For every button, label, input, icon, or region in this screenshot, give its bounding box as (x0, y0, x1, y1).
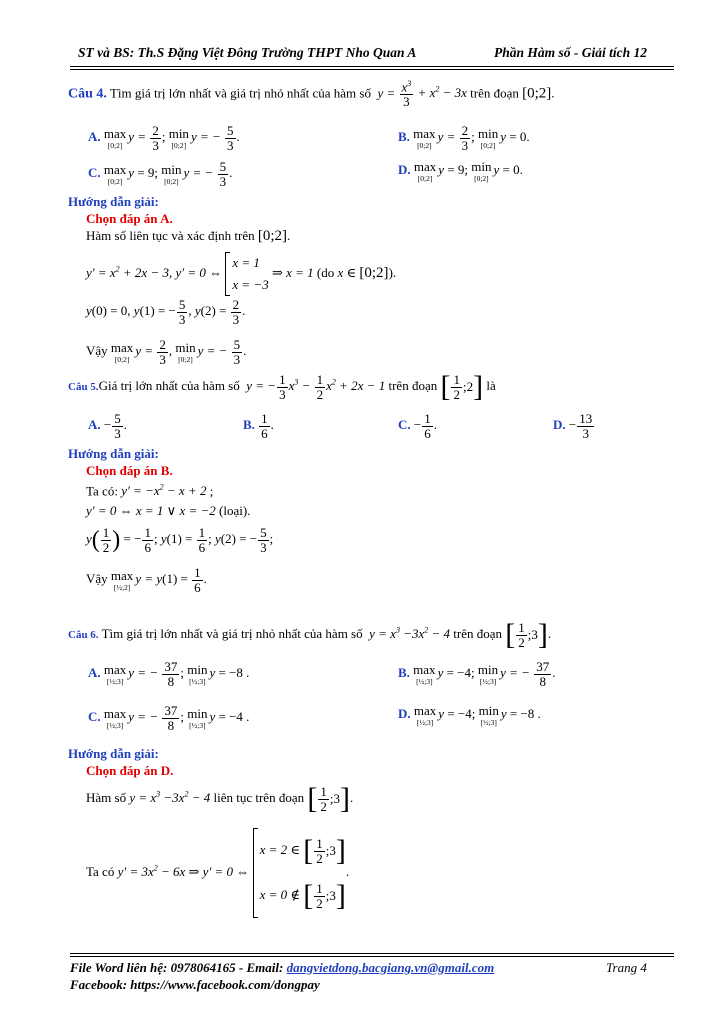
q6-label: Câu 6. (68, 628, 99, 641)
question-6: Câu 6. Tìm giá trị lớn nhất và giá trị nhỏ nhất của hàm số $y = x^3 -3x^2 - 4$ trên đoạn [ $\frac{1}{2}$ ;3 ] . (68, 618, 552, 651)
footer-rule (70, 953, 674, 954)
q4-option-d: D. max [0;2] y = 9; min [0;2] y = 0. (398, 159, 523, 183)
q6-option-a: A. max [½;3] y = − $\frac{37}{8}$ ; min [½;3] y = −8 . (88, 659, 250, 689)
footer-contact: File Word liên hệ: 0978064165 - Email: dangvietdong.bacgiang.vn@gmail.com (70, 960, 495, 975)
q5-conclusion: Vậy max [½;2] y = y(1) = $\frac{1}{6}$ . (86, 565, 207, 595)
q4-text: Tìm giá trị lớn nhất và giá trị nhỏ nhất của hàm số (109, 85, 371, 101)
q5-option-b: B. $\frac{1}{6}$ . (243, 411, 274, 441)
q5-answer: Chọn đáp án B. (86, 463, 173, 478)
q6-text: Tìm giá trị lớn nhất và giá trị nhỏ nhất của hàm số (101, 625, 363, 641)
q6-answer: Chọn đáp án D. (86, 763, 174, 778)
q5-line3: y ( $\frac{1}{2}$ ) = − $\frac{1}{6}$ ; y(1) = $\frac{1}{6}$ ; y(2) = − $\frac{5}{3}$ ; (86, 525, 274, 555)
footer-facebook: Facebook: https://www.facebook.com/dongpay (70, 977, 320, 992)
q4-option-b: B. max [0;2] y = $\frac{2}{3}$ ; min [0;2] y = 0. (398, 123, 530, 153)
q5-interval-text: trên đoạn (388, 377, 438, 393)
q6-interval-text: trên đoạn (453, 625, 502, 641)
q4-answer: Chọn đáp án A. (86, 211, 173, 226)
footer-rule-2 (70, 956, 674, 957)
question-4: Câu 4. Tìm giá trị lớn nhất và giá trị nhỏ nhất của hàm số y = $\frac{x^3}{3}$ + $x^2 - 3x$ trên đoạn [0;2]. (68, 79, 555, 109)
q4-interval: [0;2] (522, 85, 552, 102)
q5-line1: Ta có: $y' = -x^2 - x + 2$ ; (86, 483, 214, 499)
q6-option-c: C. max [½;3] y = − $\frac{37}{8}$ ; min [½;3] y = −4 . (88, 703, 250, 733)
q4-line3: y(0) = 0, y(1) = − $\frac{5}{3}$ , y(2) = $\frac{2}{3}$ . (86, 297, 246, 327)
q6-solution-heading: Hướng dẫn giải: (68, 746, 159, 761)
page-number: Trang 4 (606, 960, 647, 975)
q4-option-c: C. max [0;2] y = 9; min [0;2] y = − $\frac{5}{3}$ . (88, 159, 233, 189)
q5-text: Giá trị lớn nhất của hàm số (98, 377, 240, 393)
q6-line2: Ta có $y' = 3x^2 - 6x$ ⇒ y′ = 0 ⇔ x = 2 ∈ [ $\frac{1}{2}$ ;3 ] x = 0 ∉ [ $\frac{1}{2}$ ;3 ] . (86, 828, 349, 918)
q4-line1: Hàm số liên tục và xác định trên [0;2]. (86, 228, 291, 244)
q4-option-a: A. max [0;2] y = $\frac{2}{3}$ ; min [0;2] y = − $\frac{5}{3}$ . (88, 123, 240, 153)
q5-tail: là (486, 377, 496, 393)
q6-option-d: D. max [½;3] y = −4; min [½;3] y = −8 . (398, 703, 541, 727)
header-right: Phần Hàm số - Giải tích 12 (494, 45, 648, 60)
q4-line2: $y' = x^2 + 2x - 3$, y′ = 0 ⇔ x = 1 x = −3 ⇒ x = 1 (do x ∈ [0;2]). (86, 252, 396, 296)
q5-option-d: D. − $\frac{13}{3}$ (553, 411, 593, 441)
email-link[interactable]: dangvietdong.bacgiang.vn@gmail.com (286, 960, 495, 975)
q6-option-b: B. max [½;3] y = −4; min [½;3] y = − $\frac{37}{8}$ . (398, 659, 556, 689)
q5-solution-heading: Hướng dẫn giải: (68, 446, 159, 461)
header-rule (70, 66, 674, 67)
q4-conclusion: Vậy max [0;2] y = $\frac{2}{3}$ , min [0;2] y = − $\frac{5}{3}$ . (86, 337, 247, 367)
q4-label: Câu 4. (68, 86, 107, 102)
question-5: Câu 5.Giá trị lớn nhất của hàm số y = − $\frac{1}{3}$ $x^3$ − $\frac{1}{2}$ $x^2 + 2x - 1$ trên đoạn [ $\frac{1}{2}$ ;2 ] là (68, 370, 496, 403)
q5-line2: y′ = 0 ⇔ x = 1 ∨ x = −2 (loại). (86, 503, 251, 518)
header-rule-2 (70, 69, 674, 70)
q5-option-c: C. − $\frac{1}{6}$ . (398, 411, 437, 441)
q5-label: Câu 5. (68, 380, 99, 393)
q4-interval-text: trên đoạn (470, 85, 519, 101)
header-left: ST và BS: Th.S Đặng Việt Đông Trường THPT Nho Quan A (78, 45, 417, 60)
q4-solution-heading: Hướng dẫn giải: (68, 194, 159, 209)
q6-line1: Hàm số $y = x^3 -3x^2 - 4$ liên tục trên đoạn [ $\frac{1}{2}$ ;3 ] . (86, 782, 354, 815)
q5-option-a: A. − $\frac{5}{3}$ . (88, 411, 127, 441)
